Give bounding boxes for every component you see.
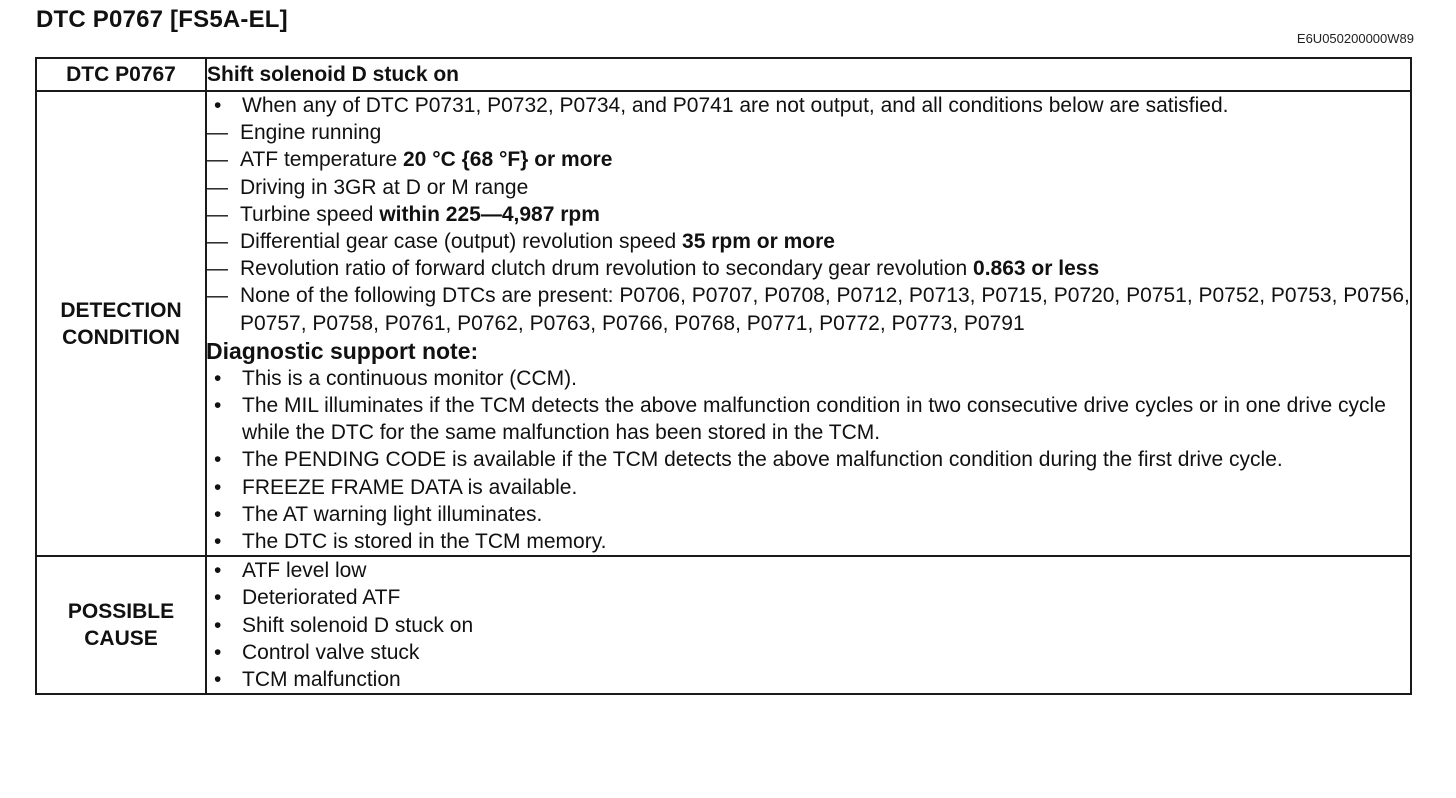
- bullet-icon: •: [214, 530, 222, 554]
- condition-item: [207, 201, 1410, 228]
- detection-label-line2: CONDITION: [62, 325, 180, 349]
- bullet-icon: •: [214, 668, 222, 692]
- page-title: DTC P0767 [FS5A-EL]: [36, 6, 288, 33]
- condition-text: Turbine speed: [240, 202, 380, 226]
- condition-value: 20 °C {68 °F} or more: [403, 148, 613, 172]
- diagnostic-notes-list: [207, 365, 1410, 555]
- dash-icon: —: [207, 175, 228, 199]
- bullet-icon: •: [214, 475, 222, 499]
- note-text: The PENDING CODE is available if the TCM detects the above malfunction condition during the first drive cycle.: [242, 448, 1283, 472]
- bullet-icon: •: [214, 94, 222, 117]
- condition-value: 35 rpm or more: [682, 230, 835, 254]
- cause-text: Deteriorated ATF: [242, 586, 401, 610]
- note-text: The DTC is stored in the TCM memory.: [242, 530, 607, 554]
- detection-condition-content: [206, 91, 1411, 556]
- cause-text: Control valve stuck: [242, 640, 420, 664]
- bullet-icon: •: [214, 366, 222, 390]
- cause-item: [207, 557, 1410, 584]
- dash-icon: —: [207, 202, 228, 226]
- cause-text: ATF level low: [242, 559, 367, 583]
- condition-value: within 225—4,987 rpm: [379, 202, 600, 226]
- bullet-icon: •: [214, 448, 222, 472]
- bullet-icon: •: [214, 613, 222, 637]
- note-item: [207, 365, 1410, 392]
- detection-condition-label: [36, 91, 206, 556]
- detection-condition-row: [36, 91, 1411, 556]
- condition-item: [207, 119, 1410, 146]
- detection-label-line1: DETECTION: [60, 298, 182, 322]
- condition-item: [207, 174, 1410, 201]
- dtc-description-cell: Shift solenoid D stuck on: [206, 58, 1411, 91]
- bullet-icon: •: [214, 394, 222, 418]
- condition-item: [207, 146, 1410, 173]
- cause-label-line1: POSSIBLE: [67, 600, 175, 624]
- detection-intro-item: [207, 92, 1410, 119]
- detection-intro-text: When any of DTC P0731, P0732, P0734, and P0741 are not output, and all conditions below are satisfied.: [242, 94, 1229, 117]
- condition-value: 0.863 or less: [973, 257, 1100, 281]
- note-item: [207, 528, 1410, 555]
- condition-text: Revolution ratio of forward clutch drum revolution to secondary gear revolution: [240, 257, 974, 281]
- condition-text: Engine running: [240, 121, 382, 145]
- note-text: FREEZE FRAME DATA is available.: [242, 475, 578, 499]
- dtc-code-cell: DTC P0767: [36, 58, 206, 91]
- cause-item: [207, 639, 1410, 666]
- cause-text: TCM malfunction: [242, 668, 401, 692]
- dash-icon: —: [207, 230, 228, 254]
- condition-item: [207, 255, 1410, 282]
- dash-icon: —: [207, 284, 228, 308]
- bullet-icon: •: [214, 559, 222, 583]
- note-text: The AT warning light illuminates.: [242, 502, 543, 526]
- condition-list: [207, 119, 1410, 337]
- condition-item: [207, 282, 1410, 336]
- dtc-table: [35, 57, 1412, 695]
- condition-text: Driving in 3GR at D or M range: [240, 175, 529, 199]
- cause-item: [207, 666, 1410, 693]
- note-item: [207, 474, 1410, 501]
- diagnostic-support-note-title: Diagnostic support note:: [206, 337, 479, 364]
- condition-item: [207, 228, 1410, 255]
- cause-text: Shift solenoid D stuck on: [242, 613, 474, 637]
- cause-item: [207, 584, 1410, 611]
- note-text: This is a continuous monitor (CCM).: [242, 366, 577, 390]
- note-item: [207, 392, 1410, 446]
- dash-icon: —: [207, 148, 228, 172]
- bullet-icon: •: [214, 586, 222, 610]
- detection-intro-list: [207, 92, 1410, 119]
- note-item: [207, 501, 1410, 528]
- cause-item: [207, 612, 1410, 639]
- cause-label-line2: CAUSE: [84, 627, 158, 651]
- possible-cause-content: [206, 556, 1411, 694]
- header-row: [36, 58, 1411, 91]
- note-item: [207, 446, 1410, 473]
- condition-text: None of the following DTCs are present: P0706, P0707, P0708, P0712, P0713, P0715, P0720, P0751, P0752, P0753, P0756, P0757, P0758, P0761, P0762, P0763, P0766, P0768, P0771, P0772, P0773, P0791: [240, 284, 1410, 335]
- condition-text: ATF temperature: [240, 148, 403, 172]
- dash-icon: —: [207, 257, 228, 281]
- bullet-icon: •: [214, 502, 222, 526]
- possible-cause-row: [36, 556, 1411, 694]
- dash-icon: —: [207, 121, 228, 145]
- condition-text: Differential gear case (output) revolution speed: [240, 230, 683, 254]
- document-code: E6U050200000W89: [1296, 31, 1414, 46]
- possible-cause-label: [36, 556, 206, 694]
- cause-list: [207, 557, 1410, 693]
- bullet-icon: •: [214, 640, 222, 664]
- note-text: The MIL illuminates if the TCM detects the above malfunction condition in two consecutive drive cycles or in one drive cycle while the DTC for the same malfunction has been stored in the TCM.: [242, 394, 1386, 445]
